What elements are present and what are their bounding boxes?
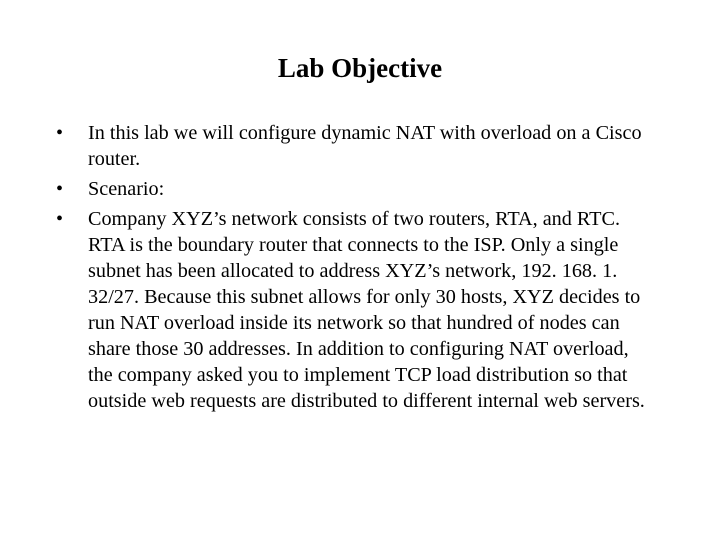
bullet-icon: • — [56, 178, 64, 200]
bullet-text: Scenario: — [88, 178, 165, 200]
bullet-icon: • — [56, 122, 64, 144]
bullet-icon: • — [56, 208, 64, 230]
slide-title: Lab Objective — [277, 53, 443, 83]
bullet-text: In this lab we will configure dynamic NAT with overload on a Cisco router. — [88, 122, 642, 170]
bullet-item-company-description — [56, 206, 656, 414]
bullet-item-scenario — [56, 176, 656, 202]
bullet-text: Company XYZ’s network consists of two routers, RTA, and RTC. RTA is the boundary router that connects to the ISP. Only a single subnet has been allocated to address XYZ’s network, 192. 168. 1. 32/27. Because this subnet allows for only 30 hosts, XYZ decides to run NAT overload inside its network so that hundred of nodes can share those 30 addresses. In addition to configuring NAT overload, the company asked you to implement TCP load distribution so that outside web requests are distributed to different internal web servers. — [88, 208, 645, 412]
bullet-list — [56, 120, 656, 418]
bullet-item-objective — [56, 120, 656, 172]
